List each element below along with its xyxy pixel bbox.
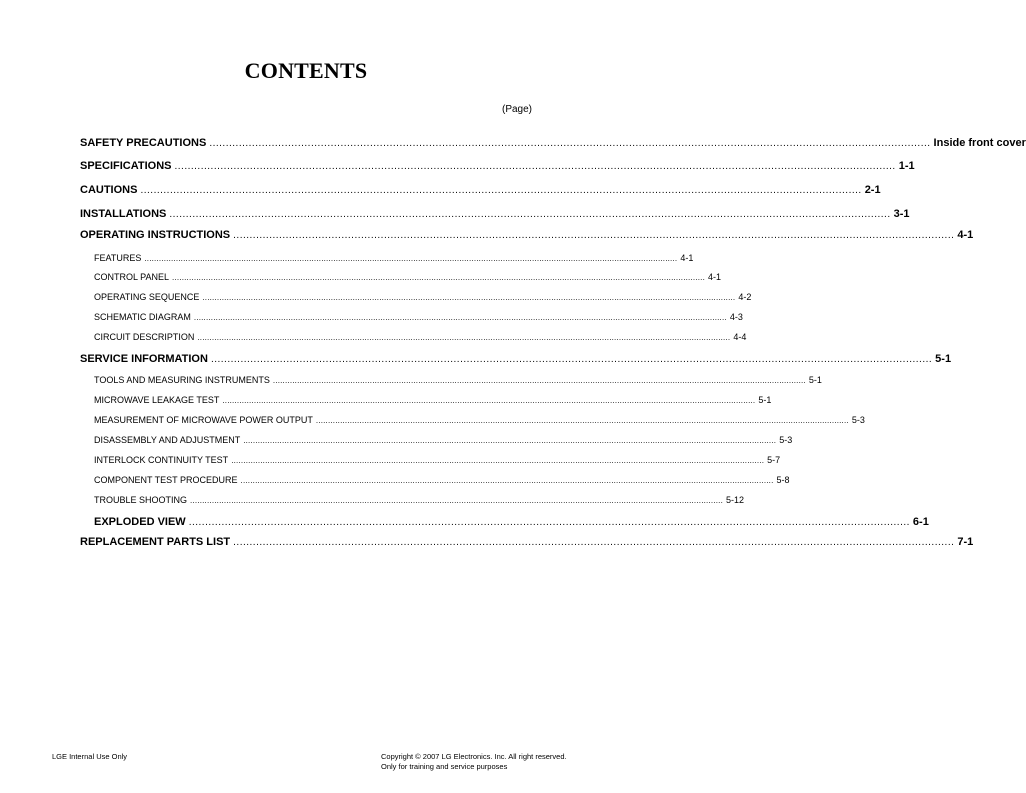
toc-entry-specifications[interactable] [80, 160, 915, 172]
toc-label: OPERATING SEQUENCE [94, 292, 200, 302]
dot-leader: ............................................................................................................................................................................................................................ [169, 209, 891, 220]
toc-label: FEATURES [94, 253, 142, 263]
toc-page: 7-1 [957, 536, 974, 548]
toc-page: 5-3 [851, 415, 865, 425]
toc-entry-service-information[interactable] [80, 353, 952, 365]
toc-entry-features[interactable] [94, 253, 694, 263]
toc-entry-cautions[interactable] [80, 184, 881, 196]
toc-label: CIRCUIT DESCRIPTION [94, 332, 195, 342]
toc-entry-replacement-parts-list[interactable] [80, 536, 974, 548]
toc-label: SAFETY PRECAUTIONS [80, 137, 207, 149]
toc-page: 5-12 [726, 495, 745, 505]
toc-label: SERVICE INFORMATION [80, 353, 208, 365]
footer-copyright-line: Copyright © 2007 LG Electronics. Inc. All right reserved. [381, 752, 567, 761]
toc-page: 4-1 [708, 272, 722, 282]
toc-page: 5-3 [779, 435, 793, 445]
dot-leader: ............................................................................................................................................................................................................................ [188, 517, 910, 528]
footer-internal-use: LGE Internal Use Only [52, 752, 128, 761]
dot-leader: ............................................................................................................................................................................................................................ [197, 333, 731, 342]
dot-leader: ............................................................................................................................................................................................................................ [190, 496, 723, 505]
dot-leader: ............................................................................................................................................................................................................................ [315, 416, 849, 425]
toc-entry-operating-instructions[interactable] [80, 229, 974, 241]
dot-leader: ............................................................................................................................................................................................................................ [144, 254, 678, 263]
toc-label: SPECIFICATIONS [80, 160, 172, 172]
toc-page: 2-1 [864, 184, 881, 196]
toc-entry-circuit-description[interactable] [94, 332, 747, 342]
dot-leader: ............................................................................................................................................................................................................................ [210, 354, 933, 365]
toc-entry-microwave-leakage-test[interactable] [94, 395, 772, 405]
toc-entry-tools-and-measuring-instruments[interactable] [94, 375, 822, 385]
toc-label: INTERLOCK CONTINUITY TEST [94, 455, 229, 465]
toc-entry-control-panel[interactable] [94, 272, 722, 282]
page-column-header: (Page) [501, 104, 532, 115]
dot-leader: ............................................................................................................................................................................................................................ [202, 293, 736, 302]
dot-leader: ............................................................................................................................................................................................................................ [233, 537, 955, 548]
toc-page: 5-1 [808, 375, 822, 385]
toc-label: MEASUREMENT OF MICROWAVE POWER OUTPUT [94, 415, 313, 425]
dot-leader: ............................................................................................................................................................................................................................ [222, 396, 756, 405]
toc-label: CONTROL PANEL [94, 272, 170, 282]
toc-label: INSTALLATIONS [80, 208, 167, 220]
toc-label: OPERATING INSTRUCTIONS [80, 229, 231, 241]
toc-label: DISASSEMBLY AND ADJUSTMENT [94, 435, 241, 445]
dot-leader: ............................................................................................................................................................................................................................ [240, 476, 774, 485]
dot-leader: ............................................................................................................................................................................................................................ [140, 185, 862, 196]
toc-page: 5-7 [767, 455, 781, 465]
toc-page: 6-1 [912, 516, 929, 528]
dot-leader: ............................................................................................................................................................................................................................ [233, 230, 955, 241]
dot-leader: ............................................................................................................................................................................................................................ [193, 313, 727, 322]
toc-label: TROUBLE SHOOTING [94, 495, 188, 505]
toc-page: 1-1 [898, 160, 915, 172]
toc-label: TOOLS AND MEASURING INSTRUMENTS [94, 375, 270, 385]
toc-entry-trouble-shooting[interactable] [94, 495, 745, 505]
footer-training-line: Only for training and service purposes [381, 762, 508, 771]
toc-entry-safety-precautions[interactable] [80, 137, 1026, 149]
toc-label: CAUTIONS [80, 184, 138, 196]
toc-label: SCHEMATIC DIAGRAM [94, 312, 191, 322]
dot-leader: ............................................................................................................................................................................................................................ [243, 436, 777, 445]
toc-entry-exploded-view[interactable] [94, 516, 929, 528]
toc-page: 4-2 [738, 292, 752, 302]
toc-page: 4-4 [733, 332, 747, 342]
toc-label: REPLACEMENT PARTS LIST [80, 536, 231, 548]
toc-page: 5-1 [758, 395, 772, 405]
dot-leader: ............................................................................................................................................................................................................................ [209, 138, 931, 149]
toc-page: 4-1 [957, 229, 974, 241]
toc-entry-measurement-of-microwave-power-output[interactable] [94, 415, 865, 425]
toc-entry-operating-sequence[interactable] [94, 292, 752, 302]
toc-label: EXPLODED VIEW [94, 516, 186, 528]
toc-page: 5-8 [776, 475, 790, 485]
dot-leader: ............................................................................................................................................................................................................................ [174, 161, 896, 172]
toc-page: 3-1 [893, 208, 910, 220]
dot-leader: ............................................................................................................................................................................................................................ [172, 273, 705, 282]
footer-copyright [381, 752, 567, 772]
dot-leader: ............................................................................................................................................................................................................................ [231, 456, 765, 465]
toc-entry-component-test-procedure[interactable] [94, 475, 790, 485]
toc-entry-disassembly-and-adjustment[interactable] [94, 435, 793, 445]
toc-entry-installations[interactable] [80, 208, 910, 220]
toc-label: COMPONENT TEST PROCEDURE [94, 475, 238, 485]
toc-label: MICROWAVE LEAKAGE TEST [94, 395, 220, 405]
page-title: CONTENTS [244, 58, 368, 83]
toc-page: 4-3 [729, 312, 743, 322]
dot-leader: ............................................................................................................................................................................................................................ [272, 376, 806, 385]
toc-entry-interlock-continuity-test[interactable] [94, 455, 781, 465]
toc-entry-schematic-diagram[interactable] [94, 312, 743, 322]
toc-page: 4-1 [680, 253, 694, 263]
toc-page: 5-1 [935, 353, 952, 365]
toc-page: Inside front cover [933, 137, 1026, 149]
